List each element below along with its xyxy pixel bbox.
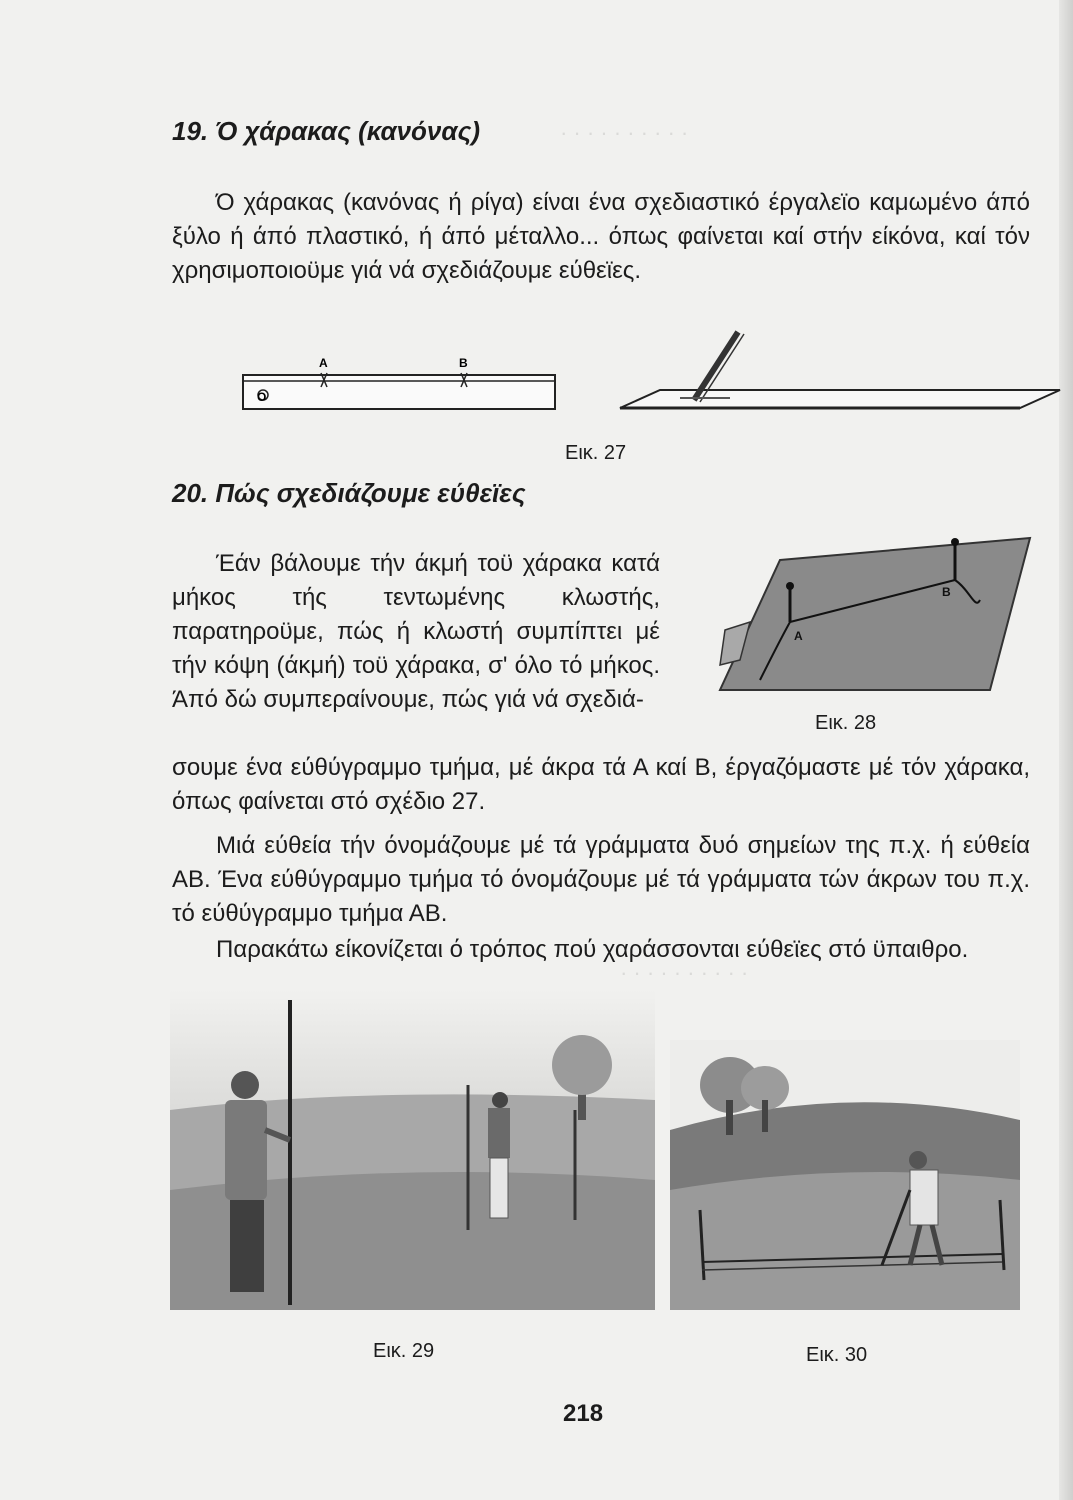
fig29-tree-crown bbox=[552, 1035, 612, 1095]
fig29-front-person-head bbox=[231, 1071, 259, 1099]
ruler-rectangle bbox=[243, 375, 555, 409]
fig29-middle-person-legs bbox=[490, 1158, 508, 1218]
section-20-paragraph-1-full: σουμε ένα εύθύγραμμο τμήμα, μέ άκρα τά Α καί Β, έργαζόμαστε μέ τόν χάρακα, όπως φαίνεται στό σχέδιο 27. bbox=[172, 754, 1030, 815]
section-20-paragraph-2: Μιά εύθεία τήν όνομάζουμε μέ τά γράμματα δυό σημείων της π.χ. ή εύθεία ΑΒ. Ένα εύθύγραμμο τμήμα τό όνομάζουμε μέ τά γράμματα τών άκρων του π.χ. τό εύθύγραμμο τμήμα ΑΒ. bbox=[172, 832, 1030, 927]
fig29-caption: Εικ. 29 bbox=[373, 1340, 435, 1362]
fig30-tree-right-trunk bbox=[762, 1100, 768, 1132]
fig27-ruler-with-pencil bbox=[620, 330, 1060, 440]
fig27-drawing bbox=[235, 345, 675, 445]
page-number: 218 bbox=[563, 1400, 604, 1427]
fig28-caption: Εικ. 28 bbox=[815, 712, 877, 734]
fig27-caption: Εικ. 27 bbox=[565, 442, 627, 464]
section-20-paragraph-3: Παρακάτω είκονίζεται ό τρόπος πού χαράσσονται εύθεϊες στό ϋπαιθρο. bbox=[216, 936, 969, 963]
fig28-drawing bbox=[720, 530, 1030, 695]
fig30-person-head bbox=[909, 1151, 927, 1169]
fig29-middle-person-body bbox=[488, 1108, 510, 1158]
bleed-through-2: · · · · · · · · · · bbox=[620, 960, 749, 985]
fig28-label-b: B bbox=[942, 585, 951, 599]
fig29-front-person-body bbox=[225, 1100, 267, 1200]
section-19-paragraph: Ό χάρακας (κανόνας ή ρίγα) είναι ένα σχεδιαστικό έργαλεϊο καμωμένο άπό ξύλο ή άπό πλαστικό, ή άπό μέταλλο... όπως φαίνεται καί στήν είκόνα, καί τόν χρησιμοποιοϋμε γιά νά σχεδιάζουμε εύθεϊες. bbox=[172, 189, 1030, 284]
pin-a-head bbox=[786, 582, 794, 590]
fig30-caption: Εικ. 30 bbox=[806, 1344, 868, 1366]
fig30-tree-left-trunk bbox=[726, 1100, 733, 1135]
fig29-middle-person-head bbox=[492, 1092, 508, 1108]
fig30-illustration bbox=[670, 1040, 1020, 1310]
ruler-label-a: A bbox=[319, 356, 328, 370]
fig29-illustration bbox=[170, 990, 655, 1310]
bleed-through-1: · · · · · · · · · · bbox=[560, 120, 689, 145]
page-spine-shadow bbox=[1059, 0, 1073, 1500]
ruler-label-b: B bbox=[459, 356, 468, 370]
pin-b-head bbox=[951, 538, 959, 546]
fig30-person-body bbox=[910, 1170, 938, 1225]
fig28-label-a: A bbox=[794, 629, 803, 643]
section-20-paragraph-1-wrap: Έάν βάλουμε τήν άκμή τοϋ χάρακα κατά μήκος τής τεντωμένης κλωστής, παρατηροϋμε, πώς ή κλωστή συμπίπτει μέ τήν κόψη (άκμή) τοϋ χάρακα, σ' όλο τό μήκος. Άπό δώ συμπεραίνουμε, πώς γιά νά σχεδιά- bbox=[172, 550, 660, 713]
fig29-front-person-legs bbox=[230, 1200, 264, 1292]
ruler-label-o: O bbox=[257, 390, 267, 404]
fig30-ground bbox=[670, 1172, 1020, 1310]
section-19-heading: 19. Ό χάρακας (κανόνας) bbox=[172, 116, 481, 146]
section-20-heading: 20. Πώς σχεδιάζουμε εύθεϊες bbox=[172, 478, 526, 508]
